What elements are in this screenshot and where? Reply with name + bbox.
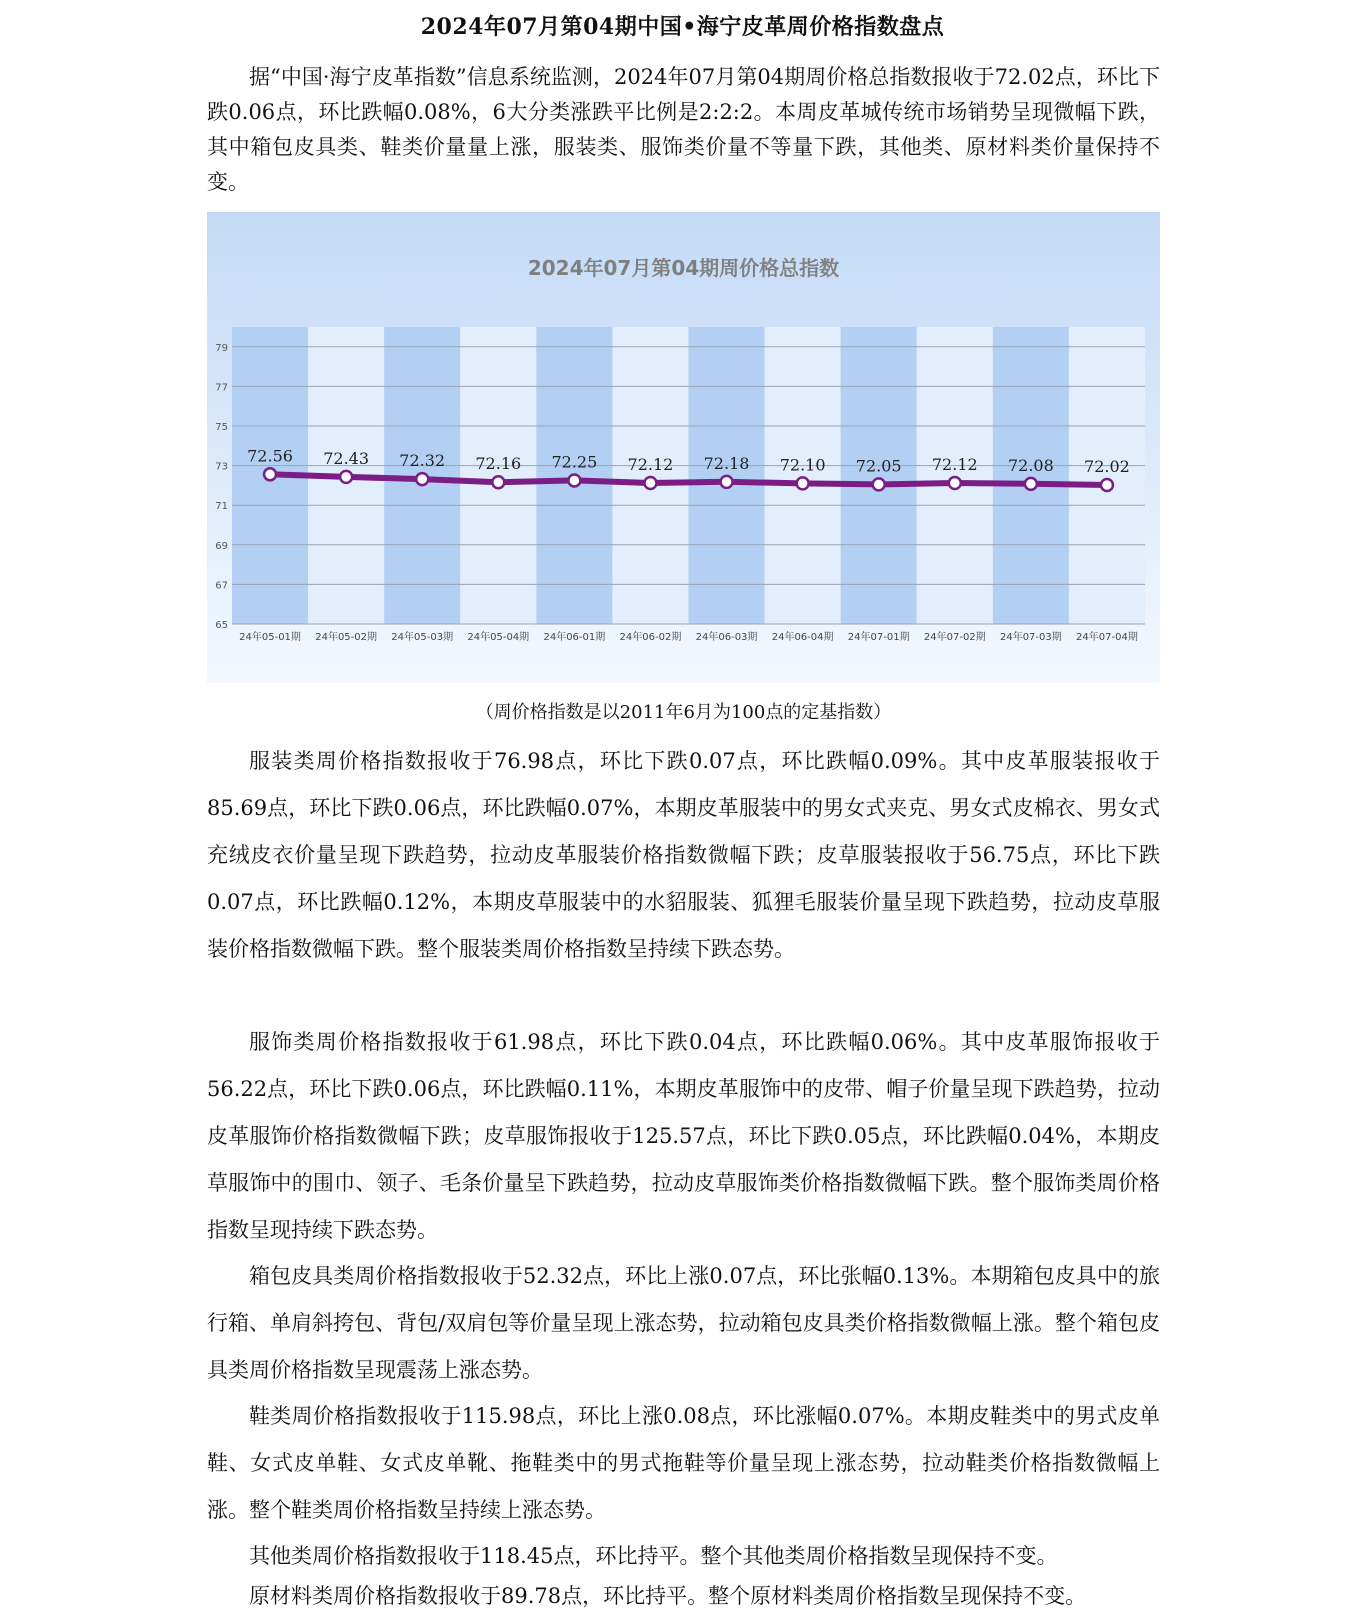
x-tick-label: 24年06-04期: [771, 632, 834, 643]
data-label: 72.18: [703, 453, 750, 473]
x-tick-label: 24年06-02期: [619, 632, 682, 643]
data-point: [644, 477, 656, 489]
x-tick-label: 24年06-03期: [695, 632, 758, 643]
x-tick-label: 24年07-02期: [923, 632, 986, 643]
x-tick-label: 24年07-01期: [847, 632, 910, 643]
paragraph-accessories: 服饰类周价格指数报收于61.98点，环比下跌0.04点，环比跌幅0.06%。其中皮革服饰报收于56.22点，环比下跌0.06点，环比跌幅0.11%，本期皮革服饰中的皮带、帽子价量呈现下跌趋势，拉动皮革服饰价格指数微幅下跌；皮草服饰报收于125.57点，环比下跌0.05点，环比跌幅0.04%，本期皮草服饰中的围巾、领子、毛条价量呈下跌趋势，拉动皮草服饰类价格指数微幅下跌。整个服饰类周价格指数呈现持续下跌态势。: [207, 1030, 1160, 1242]
data-label: 72.12: [627, 455, 674, 475]
data-label: 72.43: [323, 448, 370, 468]
intro-paragraph: 据“中国·海宁皮革指数”信息系统监测，2024年07月第04期周价格总指数报收于72.02点，环比下跌0.06点，环比跌幅0.08%，6大分类涨跌平比例是2:2:2。本周皮革城传统市场销势呈现微幅下跌，其中箱包皮具类、鞋类价量量上涨，服装类、服饰类价量不等量下跌，其他类、原材料类价量保持不变。: [207, 65, 1160, 194]
column-stripe: [765, 327, 841, 624]
y-tick-label: 79: [215, 342, 228, 354]
data-point: [1025, 478, 1037, 490]
document-title: 2024年07月第04期中国•海宁皮革周价格指数盘点: [420, 14, 945, 40]
paragraph-raw-materials: 原材料类周价格指数报收于89.78点，环比持平。整个原材料类周价格指数呈现保持不变。: [249, 1584, 1087, 1608]
x-tick-label: 24年07-03期: [999, 632, 1062, 643]
y-tick-label: 69: [215, 540, 228, 552]
data-point: [492, 476, 504, 488]
chart-title: 2024年07月第04期周价格总指数: [527, 256, 840, 280]
data-label: 72.10: [779, 455, 826, 475]
data-point: [340, 471, 352, 483]
column-stripe: [841, 327, 917, 624]
data-label: 72.32: [399, 451, 446, 471]
y-tick-label: 65: [215, 620, 228, 631]
paragraph-bags: 箱包皮具类周价格指数报收于52.32点，环比上涨0.07点，环比张幅0.13%。本期箱包皮具中的旅行箱、单肩斜挎包、背包/双肩包等价量呈现上涨态势，拉动箱包皮具类价格指数微幅上涨。整个箱包皮具类周价格指数呈现震荡上涨态势。: [207, 1264, 1160, 1382]
price-index-chart: [207, 212, 1160, 683]
x-tick-label: 24年06-01期: [543, 632, 606, 643]
data-point: [416, 473, 428, 485]
data-label: 72.12: [931, 455, 978, 475]
data-point: [949, 477, 961, 489]
y-tick-label: 67: [215, 580, 228, 592]
column-stripe: [917, 327, 993, 624]
y-tick-label: 71: [215, 501, 228, 513]
data-label: 72.08: [1007, 455, 1054, 475]
column-stripe: [993, 327, 1069, 624]
column-stripe: [612, 327, 688, 624]
x-tick-label: 24年05-03期: [391, 632, 454, 643]
data-point: [1101, 479, 1113, 491]
data-label: 72.25: [551, 452, 598, 472]
y-tick-label: 73: [215, 461, 228, 473]
data-point: [873, 478, 885, 490]
data-label: 72.02: [1084, 457, 1130, 477]
data-point: [721, 476, 733, 488]
paragraph-clothing: 服装类周价格指数报收于76.98点，环比下跌0.07点，环比跌幅0.09%。其中皮革服装报收于85.69点，环比下跌0.06点，环比跌幅0.07%，本期皮革服装中的男女式夹克、男女式皮棉衣、男女式充绒皮衣价量呈现下跌趋势，拉动皮革服装价格指数微幅下跌；皮草服装报收于56.75点，环比下跌0.07点，环比跌幅0.12%，本期皮草服装中的水貂服装、狐狸毛服装价量呈现下跌趋势，拉动皮草服装价格指数微幅下跌。整个服装类周价格指数呈持续下跌态势。: [207, 749, 1160, 961]
x-tick-label: 24年05-01期: [239, 632, 301, 643]
data-point: [264, 468, 276, 480]
data-label: 72.56: [247, 446, 293, 466]
paragraph-other: 其他类周价格指数报收于118.45点，环比持平。整个其他类周价格指数呈现保持不变。: [249, 1544, 1058, 1568]
data-point: [797, 477, 809, 489]
x-tick-label: 24年05-02期: [315, 632, 378, 643]
chart-caption: （周价格指数是以2011年6月为100点的定基指数）: [475, 702, 892, 723]
x-tick-label: 24年07-04期: [1076, 632, 1138, 643]
chart-svg: [207, 212, 1160, 683]
data-point: [568, 474, 580, 486]
paragraph-shoes: 鞋类周价格指数报收于115.98点，环比上涨0.08点，环比涨幅0.07%。本期皮鞋类中的男式皮单鞋、女式皮单鞋、女式皮单靴、拖鞋类中的男式拖鞋等价量呈现上涨态势，拉动鞋类价格指数微幅上涨。整个鞋类周价格指数呈持续上涨态势。: [207, 1404, 1160, 1522]
data-label: 72.16: [475, 454, 522, 474]
y-tick-label: 75: [215, 422, 228, 433]
x-tick-label: 24年05-04期: [467, 632, 530, 643]
y-tick-label: 77: [215, 382, 228, 394]
data-label: 72.05: [855, 456, 902, 476]
